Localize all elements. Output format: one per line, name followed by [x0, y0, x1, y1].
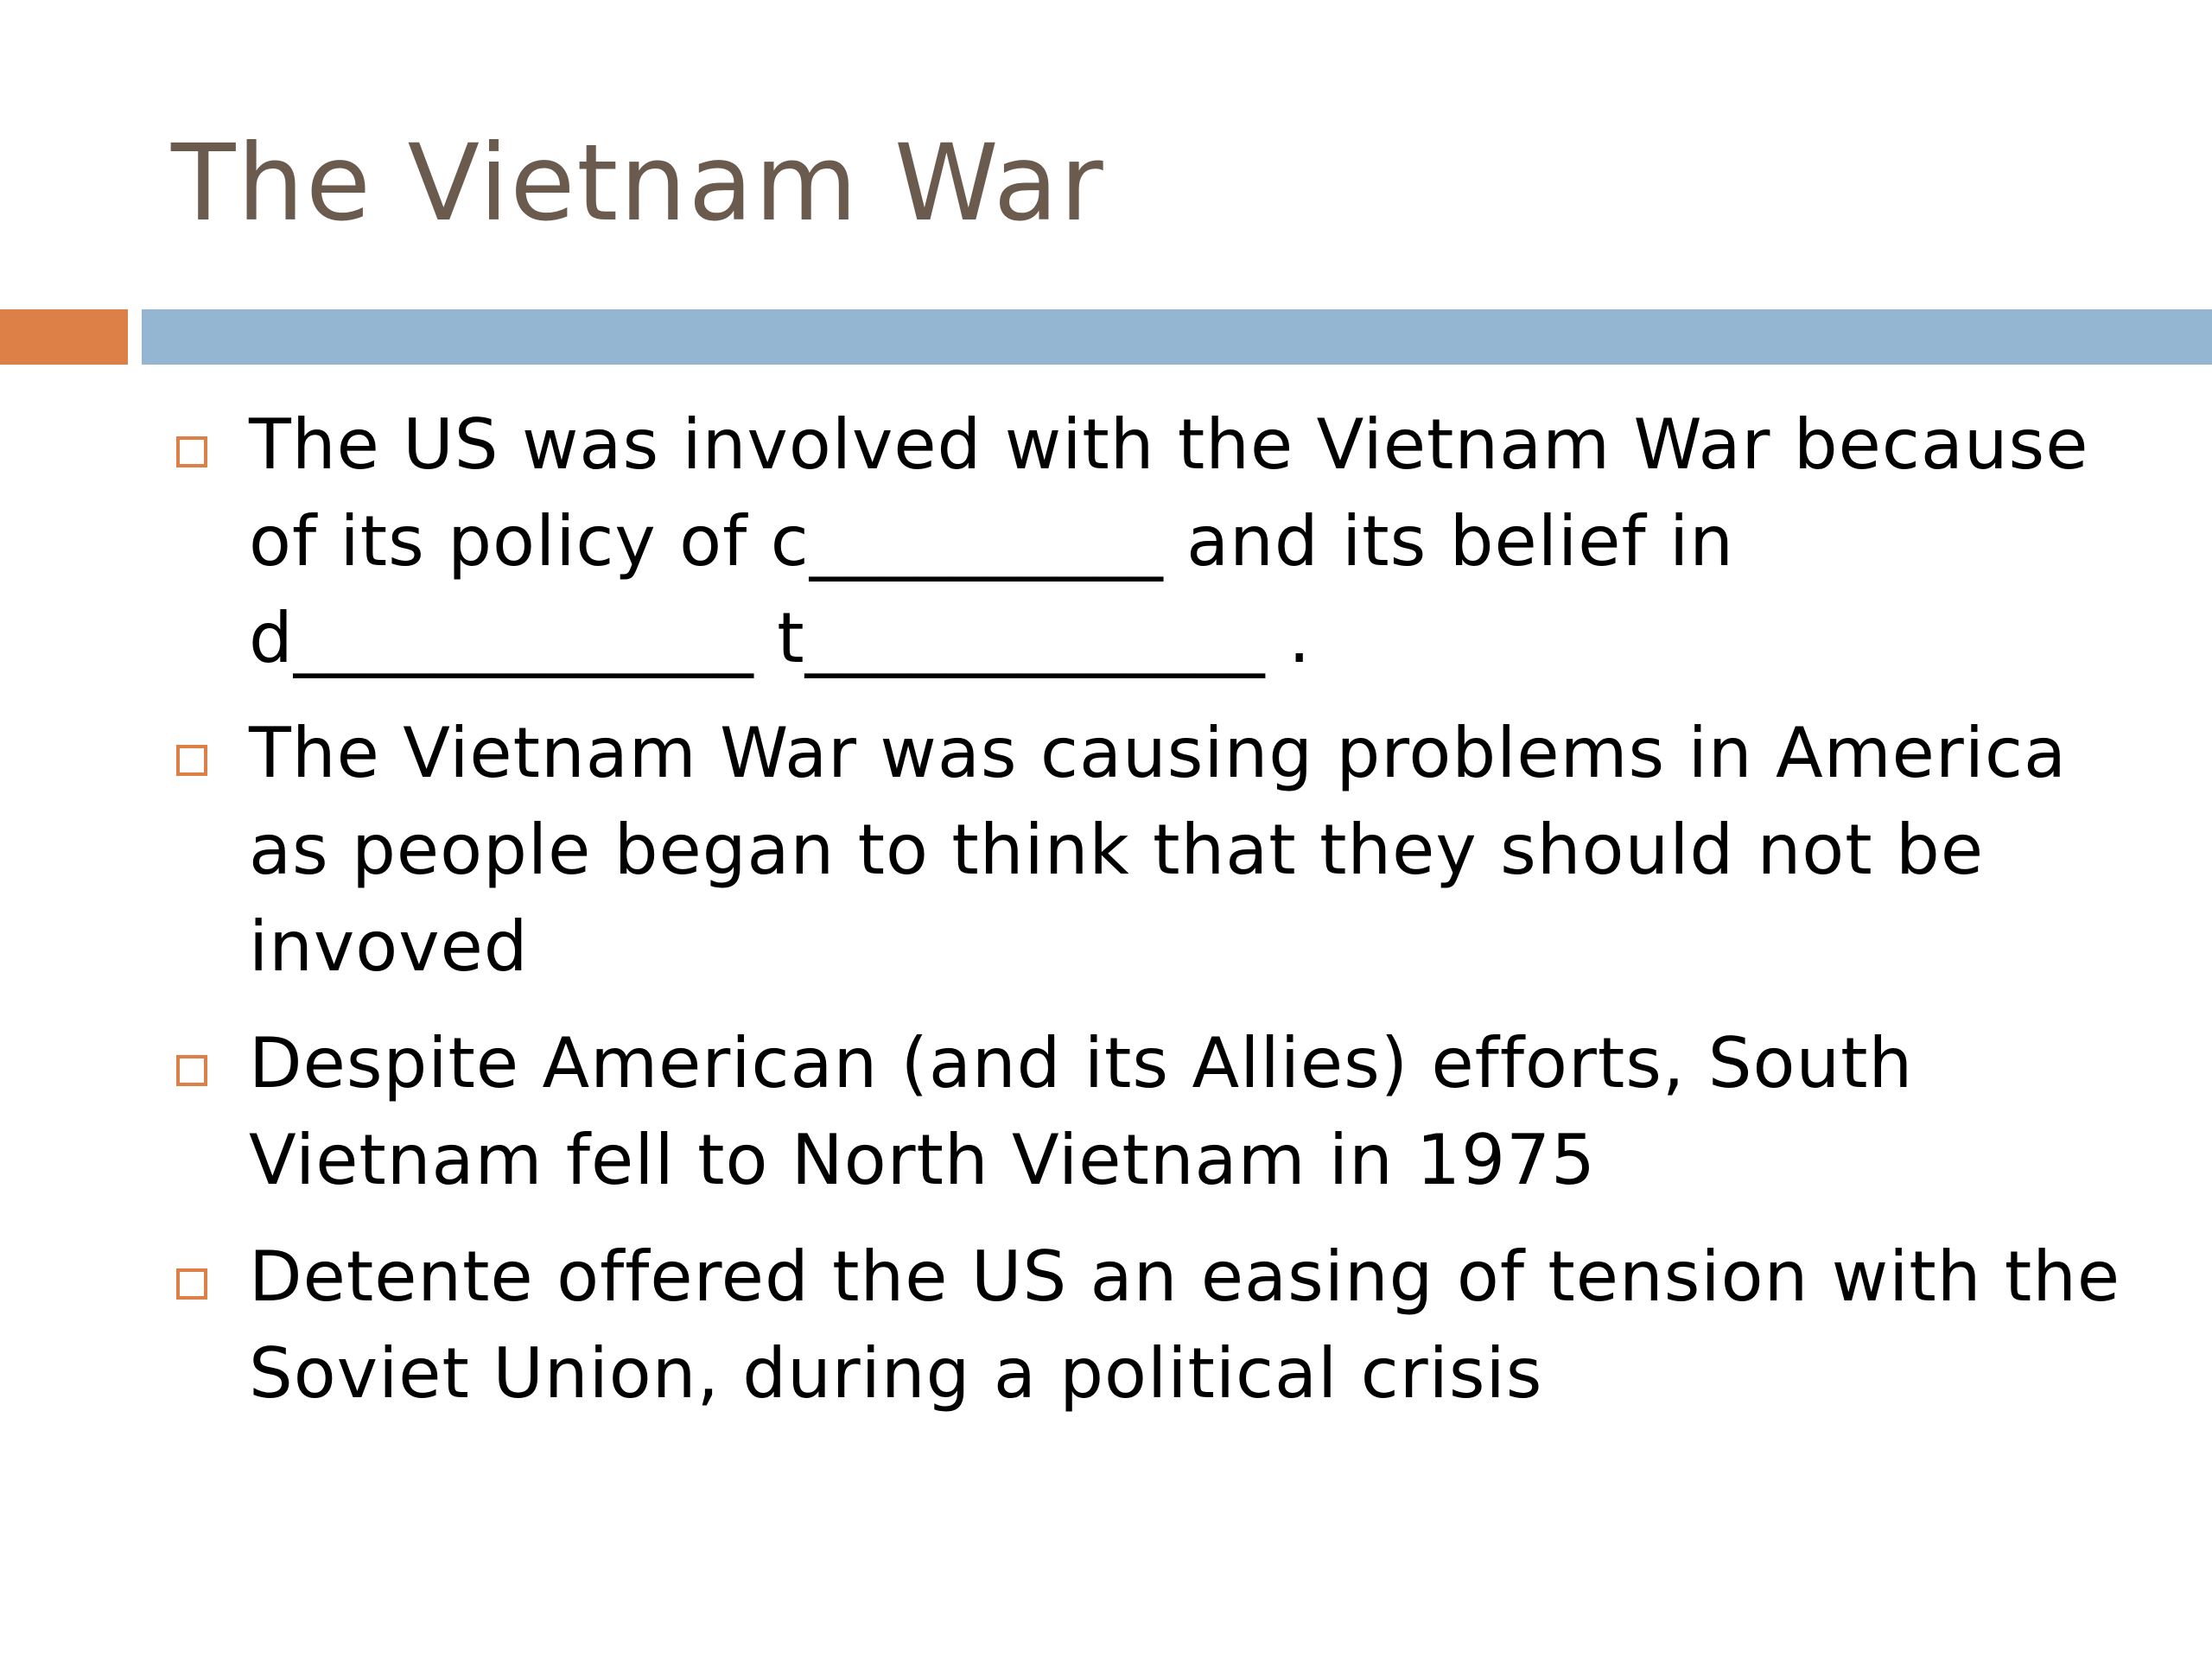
bullet-text: The Vietnam War was causing problems in America as people began to think that they should not be invoved [249, 713, 2067, 987]
square-bullet-icon [176, 1055, 207, 1086]
square-bullet-icon [176, 745, 207, 776]
bullet-text: Detente offered the US an easing of tension with the Soviet Union, during a political crisis [249, 1236, 2121, 1414]
slide-title: The Vietnam War [171, 122, 1105, 245]
square-bullet-icon [176, 436, 207, 467]
bullet-text: Despite American (and its Allies) efforts, South Vietnam fell to North Vietnam in 1975 [249, 1023, 1914, 1200]
bullet-text: The US was involved with the Vietnam War because of its policy of c__________ and its belief in d_____________ t_____________ . [249, 404, 2089, 678]
square-bullet-icon [176, 1268, 207, 1300]
